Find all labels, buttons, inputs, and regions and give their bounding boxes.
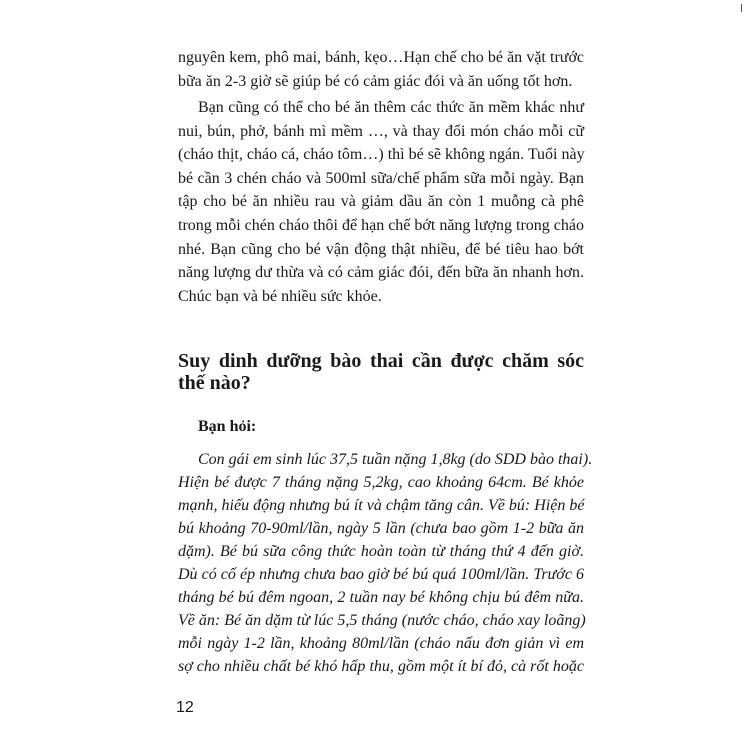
text-line: Bạn cũng có thể cho bé ăn thêm các thức ăn mềm khác như [198,99,584,116]
text-line: mỗi ngày 1-2 lần, khoảng 80ml/lần (cháo nấu đơn giản vì em [178,635,584,652]
text-line: tập cho bé ăn nhiều rau và giảm dầu ăn còn 1 muỗng cà phê [178,193,584,211]
question-paragraph [178,448,593,678]
question-label-text: Bạn hỏi: [198,418,257,435]
text-line: bú khoảng 70-90ml/lần, ngày 5 lần (chưa bao gồm 1-2 bữa ăn [178,520,584,537]
text-line: năng lượng dư thừa và có cảm giác đói, đến bữa ăn nhanh hơn. [178,264,584,282]
text-line: (cháo thịt, cháo cá, cháo tôm…) thì bé sẽ không ngán. Tuổi này [178,146,585,164]
text-line: trong mỗi chén cháo thôi để hạn chế bớt năng lượng trong cháo [178,216,584,234]
text-line: Hiện bé được 7 tháng nặng 5,2kg, cao khoảng 64cm. Bé khỏe [178,474,584,491]
page-number: 12 [176,699,194,716]
text-line: nhé. Bạn cũng cho bé vận động thật nhiều, để bé tiêu hao bớt [178,240,584,258]
text-line: tháng bé bú đêm ngoan, 2 tuần nay bé không chịu bú đêm nữa. [178,589,584,606]
text-line: bữa ăn 2-3 giờ sẽ giúp bé có cảm giác đói và ăn uống tốt hơn. [178,72,573,90]
heading-line: thế nào? [178,372,251,394]
text-line: Về ăn: Bé ăn dặm từ lúc 5,5 tháng (nước cháo, cháo xay loãng) [178,612,586,629]
scan-mark [741,4,742,12]
text-line: Dù có cố ép nhưng chưa bao giờ bé bú quá 100ml/lần. Trước 6 [178,566,584,583]
paragraph-2 [178,96,584,308]
text-line: nguyên kem, phô mai, bánh, kẹo…Hạn chế cho bé ăn vặt trước [178,49,584,66]
paragraph-1 [178,46,584,93]
heading-line: Suy dinh dưỡng bào thai cần được chăm sóc [178,350,584,372]
section-heading [178,350,584,394]
text-line: Chúc bạn và bé nhiều sức khỏe. [178,287,382,305]
text-line: mạnh, hiếu động nhưng bú ít và chậm tăng cân. Về bú: Hiện bé [178,497,585,514]
text-line: dặm). Bé bú sữa công thức hoàn toàn từ tháng thứ 4 đến giờ. [178,543,584,560]
text-line: bé cần 3 chén cháo và 500ml sữa/chế phẩm sữa mỗi ngày. Bạn [178,169,584,187]
text-line: Con gái em sinh lúc 37,5 tuần nặng 1,8kg (do SDD bào thai). [198,451,593,468]
text-line: sợ cho nhiều chất bé khó hấp thu, gồm một ít bí đỏ, cà rốt hoặc [178,658,584,675]
question-label [178,415,584,438]
text-line: nui, bún, phở, bánh mì mềm …, và thay đổi món cháo mỗi cữ [178,122,584,140]
